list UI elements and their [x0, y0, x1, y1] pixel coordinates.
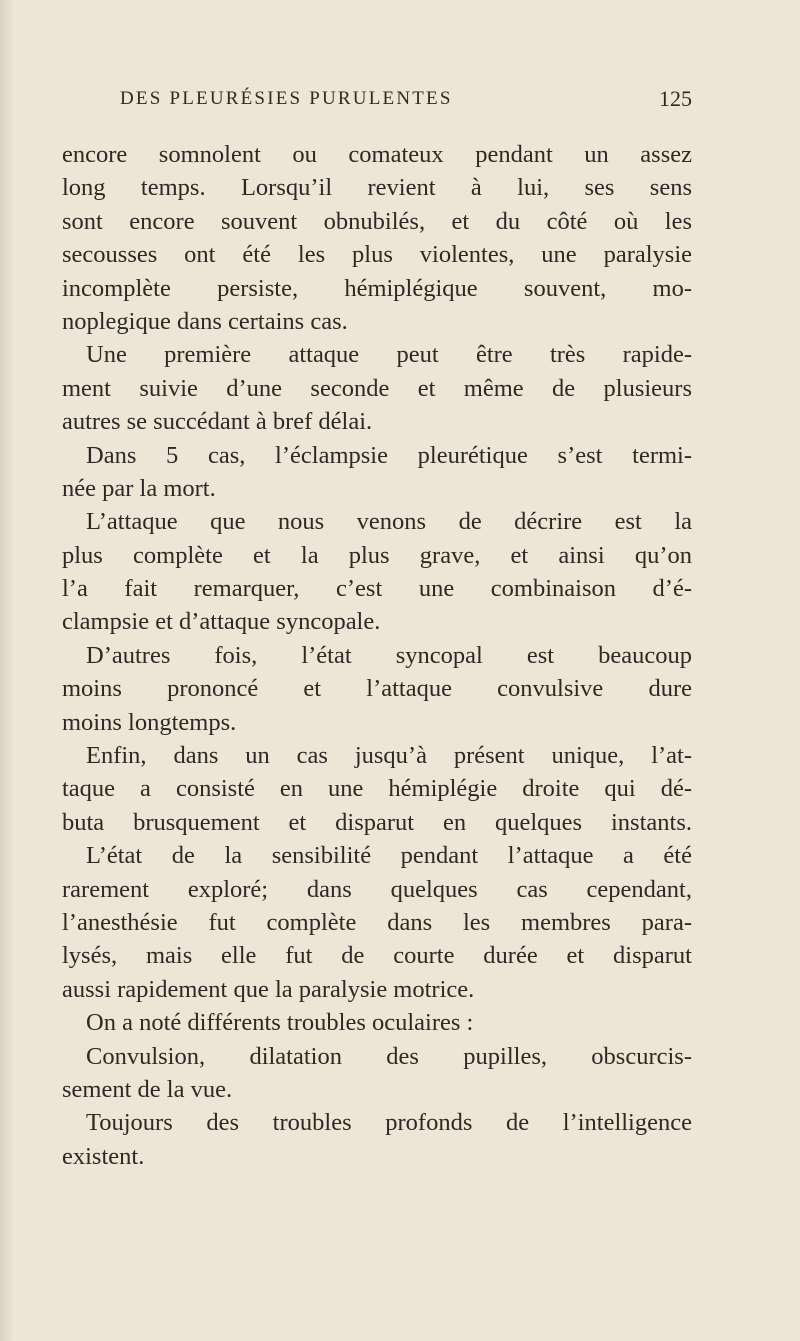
- text-line: plus complète et la plus grave, et ainsi qu’on: [62, 541, 692, 569]
- text-line: sont encore souvent obnubilés, et du côté où les: [62, 207, 692, 235]
- text-line: l’a fait remarquer, c’est une combinaison d’é-: [62, 575, 692, 603]
- text-line: née par la mort.: [62, 474, 216, 502]
- text-line: On a noté différents troubles oculaires :: [86, 1009, 474, 1037]
- text-line: clampsie et d’attaque syncopale.: [62, 608, 381, 636]
- text-line: Une première attaque peut être très rapide-: [86, 341, 692, 369]
- text-line: long temps. Lorsqu’il revient à lui, ses sens: [62, 174, 692, 202]
- page-edge-shadow: [0, 0, 14, 1341]
- text-line: existent.: [62, 1142, 145, 1170]
- text-line: encore somnolent ou comateux pendant un assez: [62, 141, 692, 168]
- text-line: Toujours des troubles profonds de l’intelligence: [86, 1109, 692, 1137]
- text-line: Dans 5 cas, l’éclampsie pleurétique s’est termi-: [86, 441, 692, 469]
- text-line: L’attaque que nous venons de décrire est la: [86, 508, 692, 536]
- body-text: [62, 138, 692, 1173]
- running-head: [120, 88, 692, 118]
- running-title: DES PLEURÉSIES PURULENTES: [120, 88, 453, 109]
- text-line: moins longtemps.: [62, 708, 237, 736]
- text-line: moins prononcé et l’attaque convulsive dure: [62, 675, 692, 703]
- text-line: lysés, mais elle fut de courte durée et disparut: [62, 942, 692, 970]
- text-line: autres se succédant à bref délai.: [62, 408, 373, 436]
- text-line: rarement exploré; dans quelques cas cependant,: [62, 875, 692, 903]
- text-line: Convulsion, dilatation des pupilles, obscurcis-: [86, 1042, 692, 1070]
- text-line: sement de la vue.: [62, 1075, 233, 1103]
- text-line: buta brusquement et disparut en quelques instants.: [62, 808, 692, 836]
- text-line: l’anesthésie fut complète dans les membres para-: [62, 908, 692, 936]
- text-line: aussi rapidement que la paralysie motrice.: [62, 975, 475, 1003]
- page-number: 125: [659, 86, 692, 111]
- text-line: incomplète persiste, hémiplégique souvent, mo-: [62, 274, 692, 302]
- text-line: ment suivie d’une seconde et même de plusieurs: [62, 374, 692, 402]
- text-line: L’état de la sensibilité pendant l’attaque a été: [86, 842, 692, 870]
- text-line: taque a consisté en une hémiplégie droite qui dé-: [62, 775, 692, 803]
- text-line: noplegique dans certains cas.: [62, 307, 348, 335]
- text-line: Enfin, dans un cas jusqu’à présent unique, l’at-: [86, 742, 692, 770]
- text-line: D’autres fois, l’état syncopal est beaucoup: [86, 641, 692, 669]
- text-line: secousses ont été les plus violentes, une paralysie: [62, 241, 692, 269]
